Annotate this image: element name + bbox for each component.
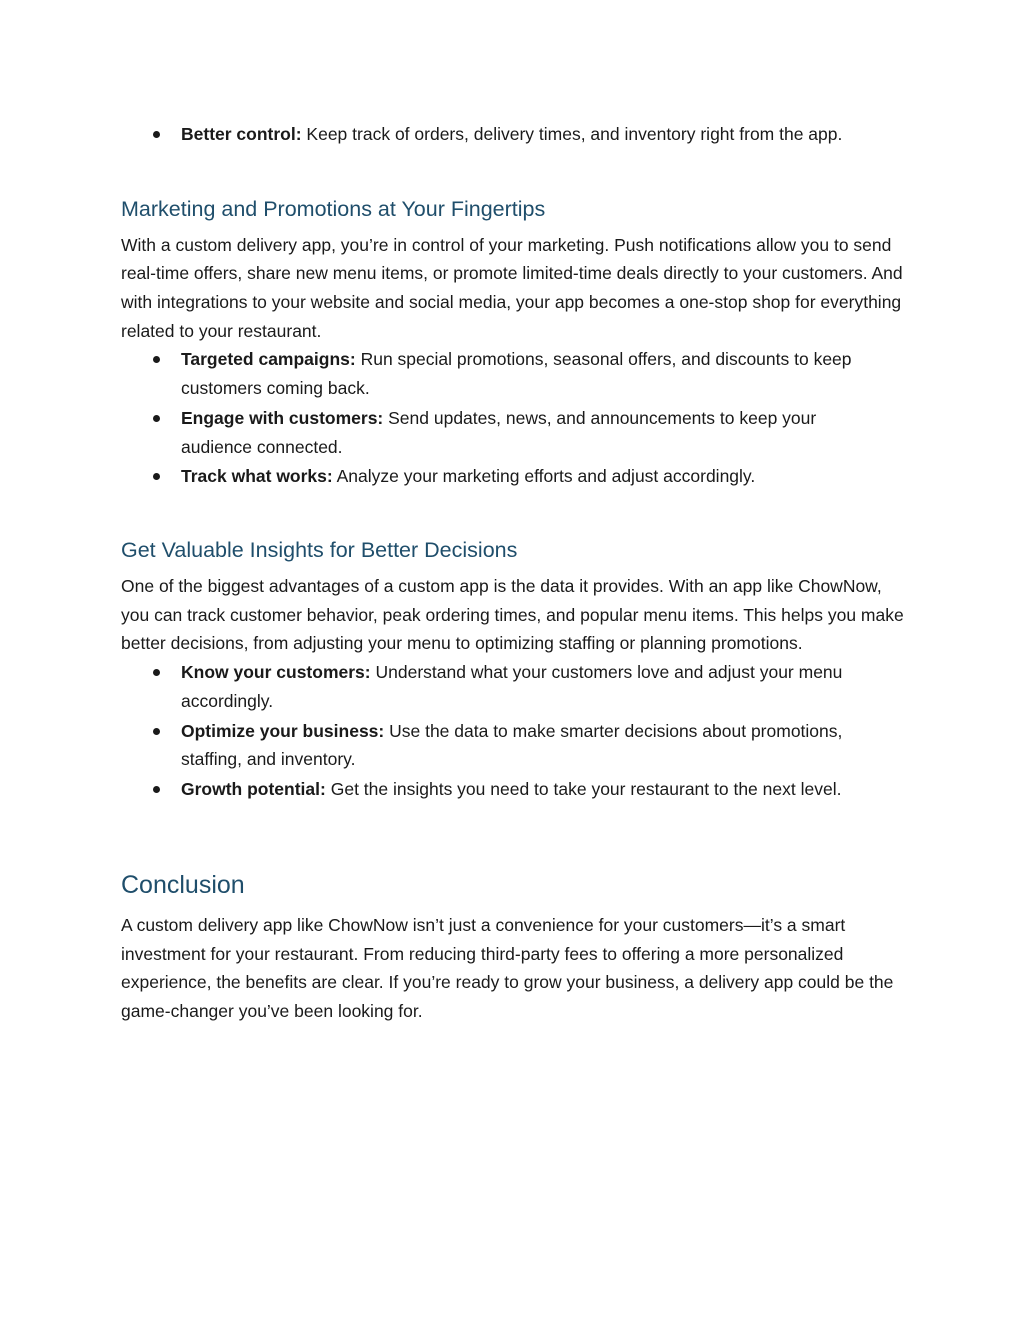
bullet-icon (153, 356, 160, 363)
list-item (121, 658, 891, 716)
bullet-text: Run special promotions, seasonal offers, and discounts to keep customers coming back. (181, 349, 852, 398)
bullet-text: Use the data to make smarter decisions about promotions, staffing, and inventory. (181, 720, 843, 770)
list-item (121, 120, 891, 149)
bullet-icon (153, 131, 160, 138)
bullet-title: Engage with customers: (181, 407, 384, 428)
bullet-icon (153, 669, 160, 676)
section-heading: Marketing and Promotions at Your Fingertips (121, 196, 546, 221)
insights-bullet-list (121, 658, 911, 804)
bullet-title: Better control: (181, 124, 302, 144)
list-item (121, 717, 891, 775)
document-page (121, 120, 911, 1025)
bullet-text: Understand what your customers love and adjust your menu accordingly. (181, 661, 843, 711)
insights-section (121, 535, 911, 804)
bullet-title: Optimize your business: (181, 720, 385, 741)
list-item (121, 404, 891, 462)
list-item (121, 462, 891, 491)
bullet-title: Track what works: (181, 466, 333, 487)
bullet-title: Know your customers: (181, 661, 371, 682)
bullet-icon (153, 786, 160, 793)
bullet-text: Analyze your marketing efforts and adjust accordingly. (332, 466, 756, 487)
section-heading: Get Valuable Insights for Better Decisions (121, 538, 518, 563)
section-paragraph: One of the biggest advantages of a custom app is the data it provides. With an app like ChowNow, you can track customer behavior, peak ordering times, and popular menu items. This helps you make better decisions, from adjusting your menu to optimizing staffing or planning promotions. (121, 576, 904, 654)
marketing-section (121, 194, 911, 491)
bullet-text: Send updates, news, and announcements to keep your audience connected. (181, 407, 817, 457)
bullet-title: Growth potential: (181, 779, 326, 800)
list-item (121, 345, 891, 403)
bullet-icon (153, 473, 160, 480)
conclusion-heading: Conclusion (121, 870, 245, 899)
conclusion-paragraph: A custom delivery app like ChowNow isn’t just a convenience for your customers—it’s a smart investment for your restaurant. From reducing third-party fees to offering a more personalized experience, the benefits are clear. If you’re ready to grow your business, a delivery app could be the game-changer you’ve been looking for. (121, 914, 894, 1021)
marketing-bullet-list (121, 345, 911, 491)
bullet-icon (153, 415, 160, 422)
bullet-text: Get the insights you need to take your restaurant to the next level. (325, 779, 842, 800)
list-item (121, 775, 891, 804)
intro-bullet-list (121, 120, 911, 149)
bullet-title: Targeted campaigns: (181, 349, 356, 370)
bullet-icon (153, 728, 160, 735)
conclusion-section (121, 868, 911, 1025)
section-paragraph: With a custom delivery app, you’re in control of your marketing. Push notifications allow you to send real-time offers, share new menu items, or promote limited-time deals directly to your customers. And with integrations to your website and social media, your app becomes a one-stop shop for everything related to your restaurant. (121, 234, 903, 341)
bullet-text: Keep track of orders, delivery times, and inventory right from the app. (301, 124, 843, 144)
